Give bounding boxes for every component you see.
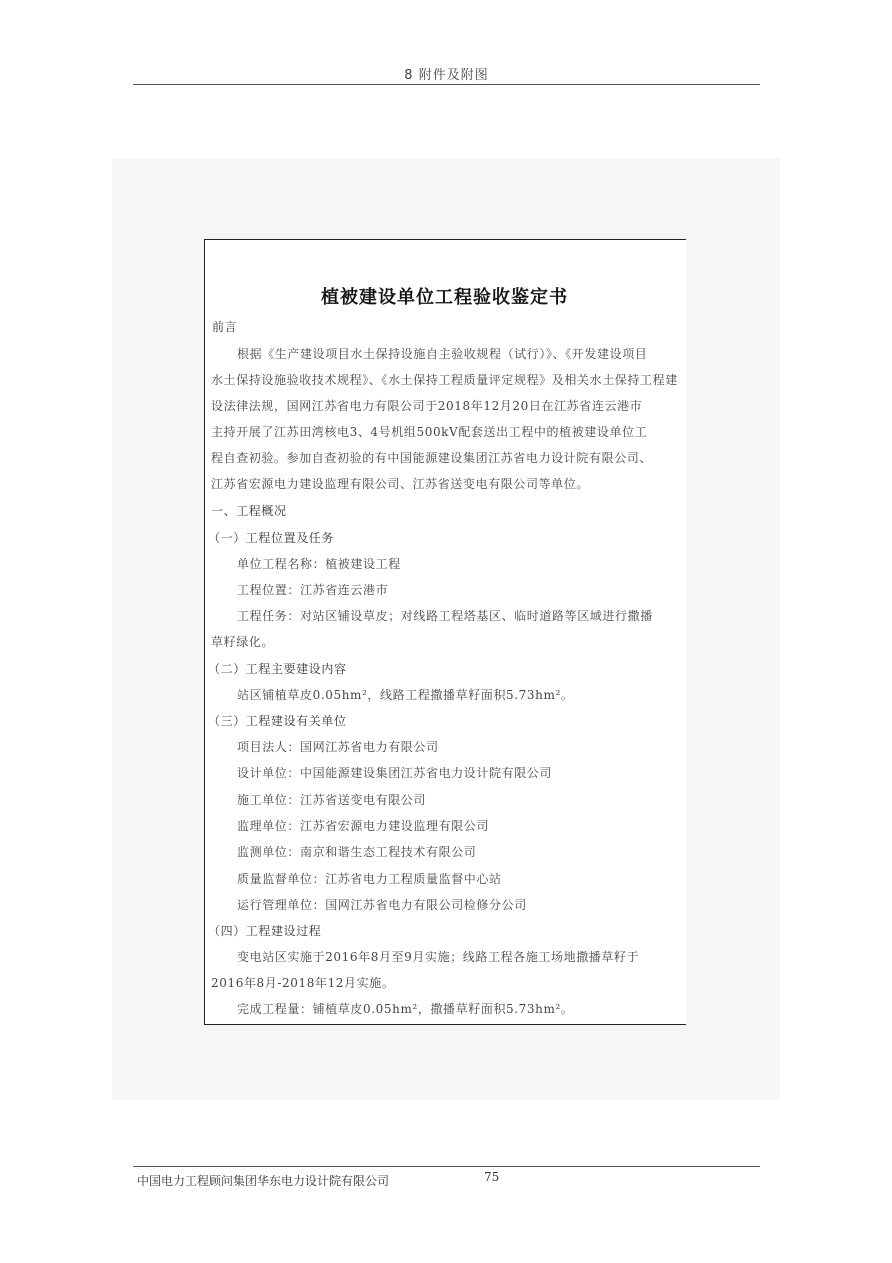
body-line: 工程任务：对站区铺设草皮；对线路工程塔基区、临时道路等区域进行撒播 [237,609,653,623]
subsection-heading: （二）工程主要建设内容 [208,662,347,676]
footer-organization: 中国电力工程顾问集团华东电力设计院有限公司 [137,1174,390,1188]
body-line: 监理单位：江苏省宏源电力建设监理有限公司 [237,819,490,833]
body-line: 站区铺植草皮0.05hm²，线路工程撒播草籽面积5.73hm²。 [237,688,574,702]
body-line: 项目法人：国网江苏省电力有限公司 [237,740,439,754]
body-line: 草籽绿化。 [211,635,275,649]
body-line: 单位工程名称：植被建设工程 [237,557,401,571]
body-line: 质量监督单位：江苏省电力工程质量监督中心站 [237,872,502,886]
page-header: 8 附件及附图 [404,68,489,83]
body-line: 变电站区实施于2016年8月至9月实施；线路工程各施工场地撒播草籽于 [237,950,640,964]
body-line: 程自查初验。参加自查初验的有中国能源建设集团江苏省电力设计院有限公司、 [211,451,653,465]
preface-heading: 前言 [212,320,238,334]
footer-divider [133,1166,760,1167]
body-line: 根据《生产建设项目水土保持设施自主验收规程（试行）》、《开发建设项目 [237,347,648,361]
page-number: 75 [484,1170,500,1184]
document-title: 植被建设单位工程验收鉴定书 [321,287,568,308]
body-line: 主持开展了江苏田湾核电3、4号机组500kV配套送出工程中的植被建设单位工 [211,425,648,439]
body-line: 设计单位：中国能源建设集团江苏省电力设计院有限公司 [237,766,553,780]
body-line: 施工单位：江苏省送变电有限公司 [237,793,427,807]
body-line: 工程位置：江苏省连云港市 [237,583,389,597]
body-line: 完成工程量：铺植草皮0.05hm²，撒播草籽面积5.73hm²。 [237,1002,574,1016]
body-line: 监测单位：南京和谐生态工程技术有限公司 [237,845,477,859]
subsection-heading: （三）工程建设有关单位 [208,714,347,728]
body-line: 2016年8月-2018年12月实施。 [211,976,395,990]
section-heading: 一、工程概况 [211,504,287,518]
body-line: 运行管理单位：国网江苏省电力有限公司检修分公司 [237,898,527,912]
body-line: 设法律法规，国网江苏省电力有限公司于2018年12月20日在江苏省连云港市 [211,399,643,413]
body-line: 江苏省宏源电力建设监理有限公司、江苏省送变电有限公司等单位。 [211,477,590,491]
subsection-heading: （四）工程建设过程 [208,924,322,938]
header-divider [133,84,760,85]
body-line: 水土保持设施验收技术规程》、《水土保持工程质量评定规程》及相关水土保持工程建 [211,373,678,387]
subsection-heading: （一）工程位置及任务 [208,531,335,545]
